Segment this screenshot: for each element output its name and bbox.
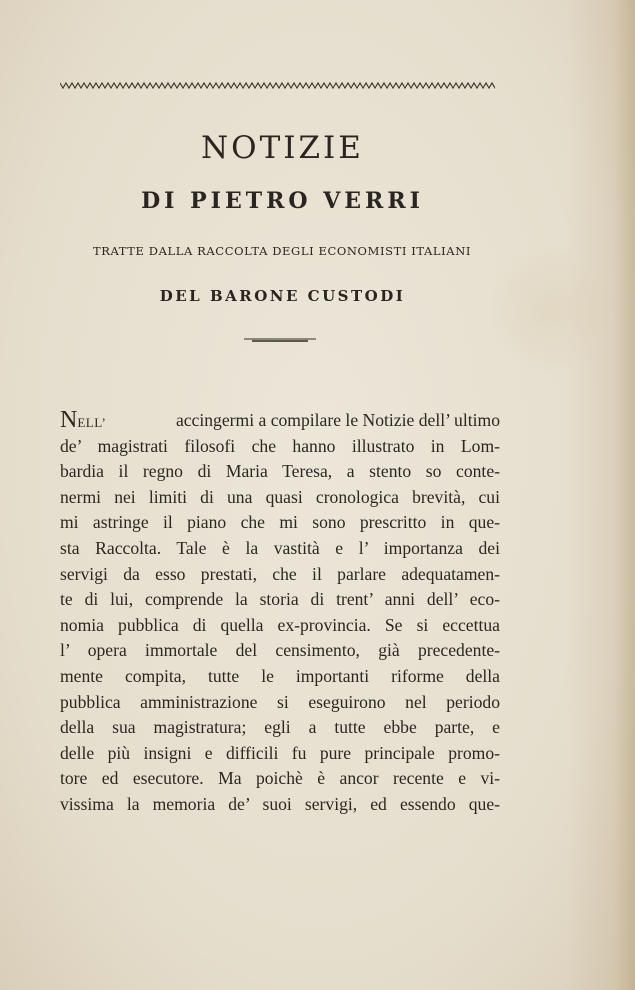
paper-stain: [490, 240, 610, 380]
text-line-content: l’ opera immortale del censimento, già precedente-: [60, 640, 500, 661]
text-line: [60, 510, 500, 536]
text-line: [60, 690, 500, 716]
text-line: [60, 766, 500, 792]
text-line-content: della sua magistratura; egli a tutte ebbe parte, e: [60, 717, 500, 738]
page-title: NOTIZIE: [201, 130, 364, 166]
text-line: [60, 613, 500, 639]
text-line-content: nomia pubblica di quella ex-provincia. Se si eccettua: [60, 614, 500, 635]
first-word-rest: ELL’: [77, 415, 107, 430]
text-line-content: vissima la memoria de’ suoi servigi, ed essendo que-: [60, 793, 500, 814]
text-line: [60, 715, 500, 741]
text-line: [60, 562, 500, 588]
first-word: [60, 408, 106, 434]
text-line-content: tore ed esecutore. Ma poichè è ancor recente e vi-: [60, 768, 500, 789]
text-line: [60, 664, 500, 690]
paper-edge-shading: [565, 0, 635, 990]
text-line: [60, 792, 500, 818]
text-line: [60, 587, 500, 613]
text-line-content: te di lui, comprende la storia di trent’ anni dell’ eco-: [60, 589, 500, 610]
drop-cap: N: [60, 407, 78, 433]
text-line-content: mi astringe il piano che mi sono prescritto in que-: [60, 512, 500, 533]
text-line-content: delle più insigni e difficili fu pure principale promo-: [60, 742, 500, 763]
body-paragraph: [60, 408, 500, 818]
text-line: [60, 536, 500, 562]
text-line-content: pubblica amministrazione si eseguirono nel periodo: [60, 691, 500, 712]
title-ornament-rule: [244, 337, 316, 343]
title-author-line: DEL BARONE CUSTODI: [159, 287, 406, 305]
text-line-content: bardia il regno di Maria Teresa, a stento so conte-: [60, 461, 500, 482]
text-line: [60, 459, 500, 485]
text-line-content: nermi nei limiti di una quasi cronologica brevità, cui: [60, 486, 500, 507]
title-subject: DI PIETRO VERRI: [141, 188, 424, 214]
text-line-content: servigi da esso prestati, che il parlare adequatamen-: [60, 563, 500, 584]
text-line: [60, 741, 500, 767]
text-line: [60, 408, 500, 434]
wavy-rule-ornament: [60, 80, 495, 90]
text-line: [60, 485, 500, 511]
text-line-content: accingermi a compilare le Notizie dell’ ultimo: [175, 410, 500, 430]
text-line-content: sta Raccolta. Tale è la vastità e l’ importanza dei: [60, 537, 500, 558]
text-line-content: de’ magistrati filosofi che hanno illustrato in Lom-: [60, 435, 500, 456]
text-line: [60, 434, 500, 460]
text-line-content: mente compita, tutte le importanti riforme della: [60, 665, 500, 686]
text-line: [60, 638, 500, 664]
title-source-line: TRATTE DALLA RACCOLTA DEGLI ECONOMISTI ITALIANI: [92, 244, 472, 258]
